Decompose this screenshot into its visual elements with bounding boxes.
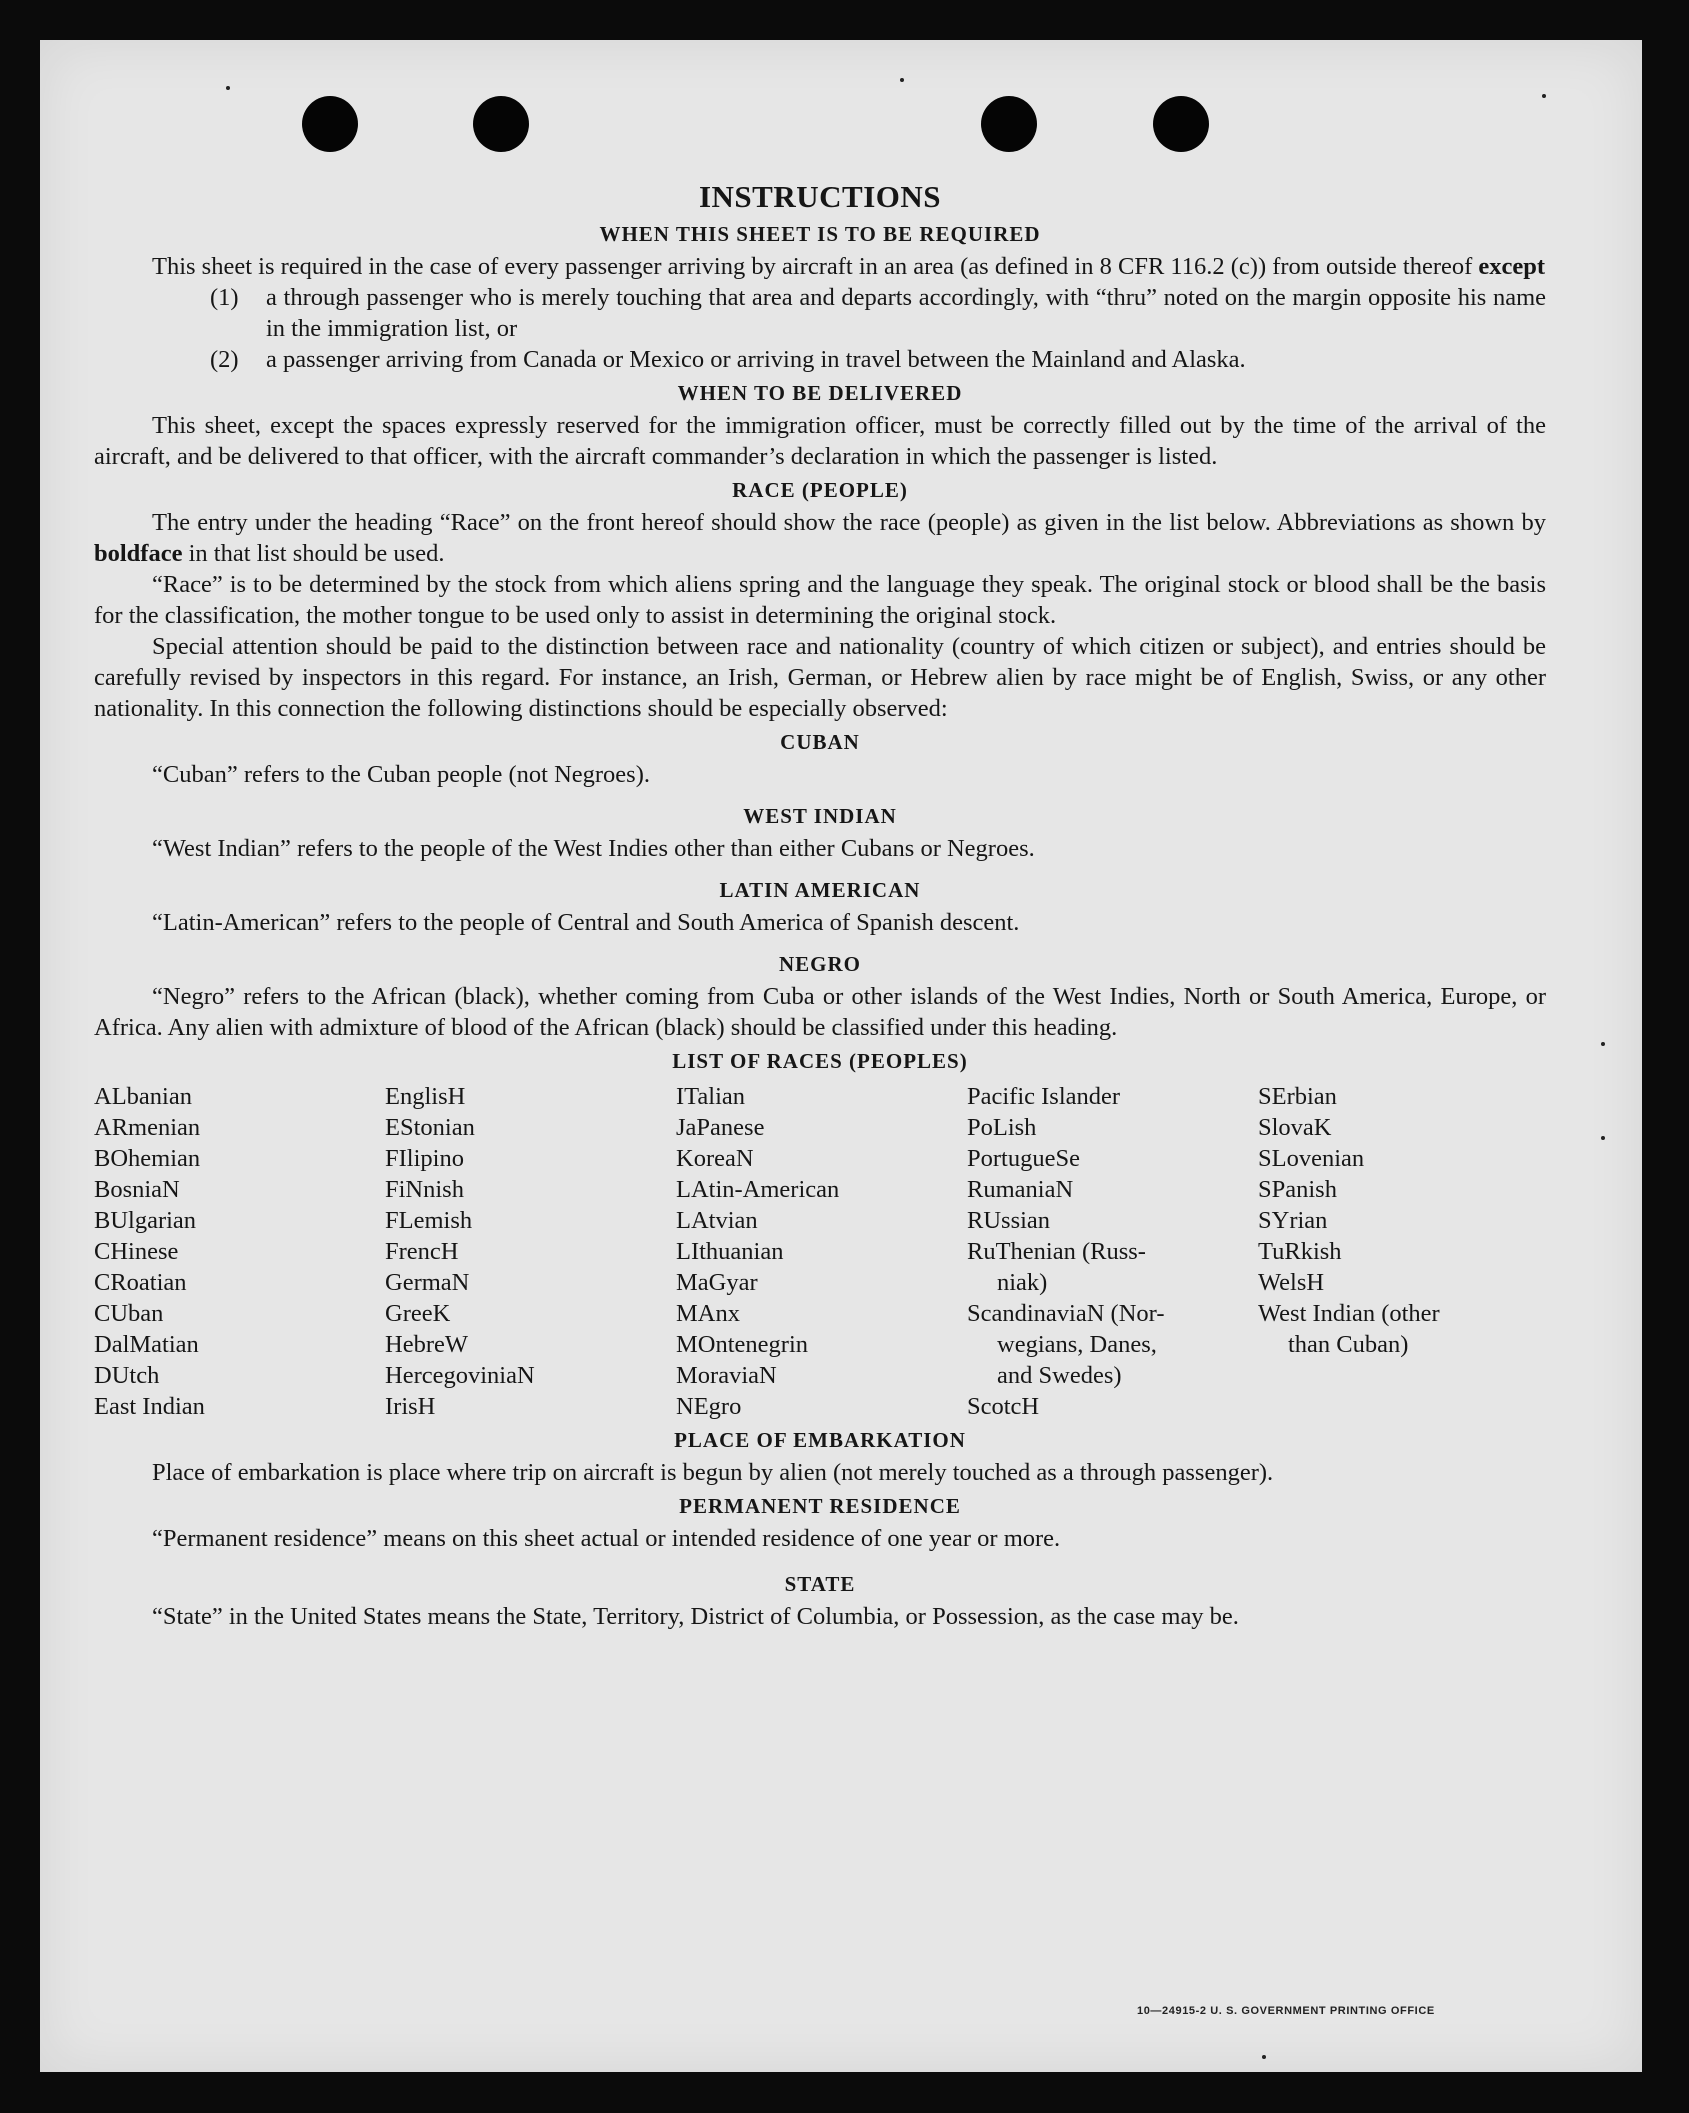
race-entry: LIthuanian [676, 1238, 784, 1265]
races-column-1 [94, 1081, 385, 1422]
race-entry: ARmenian [94, 1114, 201, 1141]
heading-latin-american: LATIN AMERICAN [719, 878, 921, 902]
punch-hole [981, 96, 1037, 152]
race-entry-continued: than Cuban) [1288, 1331, 1409, 1358]
race-entry: GermaN [385, 1269, 470, 1296]
race-entry: IrisH [385, 1393, 436, 1420]
heading-negro: NEGRO [778, 952, 861, 976]
race-entry: DalMatian [94, 1331, 199, 1358]
race-entry: PortugueSe [967, 1145, 1080, 1172]
document-sheet [40, 40, 1642, 2072]
race-entry: East Indian [94, 1393, 205, 1420]
item-number: (1) [210, 284, 239, 311]
race-entry: ScotcH [967, 1393, 1040, 1420]
race-entry-continued: and Swedes) [997, 1362, 1122, 1389]
printing-office-footer: 10—24915-2 U. S. GOVERNMENT PRINTING OFFICE [1137, 2005, 1435, 2017]
exception-item-2 [210, 344, 1546, 375]
race-entry: West Indian (other [1258, 1300, 1440, 1327]
race-paragraph-3: Special attention should be paid to the distinction between race and nationality (country of which citizen or subject), and entries should be carefully revised by inspectors in this regard. For instance, an Irish, German, or Hebrew alien by race might be of English, Swiss, or any other nationality. In this connection the following distinctions should be especially observed: [94, 633, 1546, 722]
race-entry: EStonian [385, 1114, 475, 1141]
race-entry: SLovenian [1258, 1145, 1365, 1172]
latin-american-text: “Latin-American” refers to the people of Central and South America of Spanish descent. [152, 909, 1020, 936]
heading-state: STATE [784, 1572, 856, 1596]
races-column-3 [676, 1081, 967, 1422]
heading-when-required: WHEN THIS SHEET IS TO BE REQUIRED [599, 222, 1041, 246]
punch-hole [1153, 96, 1209, 152]
race-entry-continued: wegians, Danes, [997, 1331, 1157, 1358]
speck [226, 86, 230, 90]
race-entry: LAtin-American [676, 1176, 840, 1203]
race-paragraph-2: “Race” is to be determined by the stock from which aliens spring and the language they speak. The original stock or blood shall be the basis for the classification, the mother tongue to be used only to assist in determining the original stock. [94, 571, 1546, 629]
race-entry: JaPanese [676, 1114, 765, 1141]
heading-west-indian: WEST INDIAN [743, 804, 897, 828]
race-entry: SYrian [1258, 1207, 1328, 1234]
race-entry: ITalian [676, 1083, 746, 1110]
race-entry: LAtvian [676, 1207, 758, 1234]
item-number: (2) [210, 346, 239, 373]
race-entry: FrencH [385, 1238, 459, 1265]
exception-item-1 [210, 282, 1546, 344]
race-entry: WelsH [1258, 1269, 1325, 1296]
race-entry: Pacific Islander [967, 1083, 1121, 1110]
cuban-text: “Cuban” refers to the Cuban people (not Negroes). [152, 761, 650, 788]
race-entry: MoraviaN [676, 1362, 777, 1389]
heading-list-of-races: LIST OF RACES (PEOPLES) [672, 1049, 968, 1073]
west-indian-text: “West Indian” refers to the people of the West Indies other than either Cubans or Negroes. [152, 835, 1035, 862]
race-entry: MaGyar [676, 1269, 758, 1296]
required-intro: This sheet is required in the case of every passenger arriving by aircraft in an area (as defined in 8 CFR 116.2 (c)) from outside thereof except [152, 253, 1546, 280]
item-text: a passenger arriving from Canada or Mexico or arriving in travel between the Mainland and Alaska. [266, 346, 1246, 373]
race-entry: SlovaK [1258, 1114, 1332, 1141]
race-entry: FLemish [385, 1207, 473, 1234]
punch-hole [302, 96, 358, 152]
race-entry: MAnx [676, 1300, 740, 1327]
heading-cuban: CUBAN [780, 730, 860, 754]
race-entry: GreeK [385, 1300, 451, 1327]
race-entry: CHinese [94, 1238, 179, 1265]
heading-race: RACE (PEOPLE) [732, 478, 908, 502]
speck [1542, 94, 1546, 98]
punch-hole [473, 96, 529, 152]
race-entry: CRoatian [94, 1269, 187, 1296]
race-entry: RumaniaN [967, 1176, 1074, 1203]
race-entry: PoLish [967, 1114, 1037, 1141]
race-entry: BosniaN [94, 1176, 180, 1203]
races-column-2 [385, 1081, 676, 1422]
heading-permanent-residence: PERMANENT RESIDENCE [679, 1494, 961, 1518]
race-entry: MOntenegrin [676, 1331, 808, 1358]
race-entry: DUtch [94, 1362, 160, 1389]
race-paragraph-1: The entry under the heading “Race” on the front hereof should show the race (people) as given in the list below. Abbreviations as shown by boldface in that list should be used. [94, 509, 1546, 567]
race-entry: HebreW [385, 1331, 468, 1358]
race-entry: SPanish [1258, 1176, 1337, 1203]
race-entry: FiNnish [385, 1176, 464, 1203]
races-column-5 [1258, 1081, 1546, 1422]
race-entry: HercegoviniaN [385, 1362, 535, 1389]
race-entry: FIlipino [385, 1145, 464, 1172]
speck [1601, 1042, 1605, 1046]
embarkation-text: Place of embarkation is place where trip on aircraft is begun by alien (not merely touched as a through passenger). [152, 1459, 1274, 1486]
races-list [94, 1081, 1546, 1422]
race-entry: SErbian [1258, 1083, 1337, 1110]
race-entry: NEgro [676, 1393, 742, 1420]
heading-place-of-embarkation: PLACE OF EMBARKATION [674, 1428, 966, 1452]
residence-text: “Permanent residence” means on this sheet actual or intended residence of one year or more. [152, 1525, 1061, 1552]
race-entry-continued: niak) [997, 1269, 1048, 1296]
race-entry: RuThenian (Russ- [967, 1238, 1146, 1265]
race-entry: BUlgarian [94, 1207, 197, 1234]
instructions-content [94, 178, 1546, 1632]
negro-text: “Negro” refers to the African (black), whether coming from Cuba or other islands of the West Indies, North or South America, Europe, or Africa. Any alien with admixture of blood of the African (black) should be classified under this heading. [94, 983, 1546, 1041]
state-text: “State” in the United States means the State, Territory, District of Columbia, or Possession, as the case may be. [152, 1603, 1239, 1630]
speck [1262, 2055, 1266, 2059]
speck [900, 78, 904, 82]
race-entry: ALbanian [94, 1083, 192, 1110]
page-title: INSTRUCTIONS [698, 179, 941, 214]
races-column-4 [967, 1081, 1258, 1422]
race-entry: TuRkish [1258, 1238, 1342, 1265]
delivered-text: This sheet, except the spaces expressly reserved for the immigration officer, must be correctly filled out by the time of the arrival of the aircraft, and be delivered to that officer, with the aircraft commander’s declaration in which the passenger is listed. [94, 412, 1546, 470]
race-entry: KoreaN [676, 1145, 754, 1172]
race-entry: RUssian [967, 1207, 1051, 1234]
speck [1601, 1136, 1605, 1140]
race-entry: EnglisH [385, 1083, 466, 1110]
heading-when-delivered: WHEN TO BE DELIVERED [677, 381, 963, 405]
race-entry: BOhemian [94, 1145, 201, 1172]
race-entry: CUban [94, 1300, 164, 1327]
race-entry: ScandinaviaN (Nor- [967, 1300, 1165, 1327]
item-text: a through passenger who is merely touching that area and departs accordingly, with “thru” noted on the margin opposite his name in the immigration list, or [266, 284, 1546, 342]
